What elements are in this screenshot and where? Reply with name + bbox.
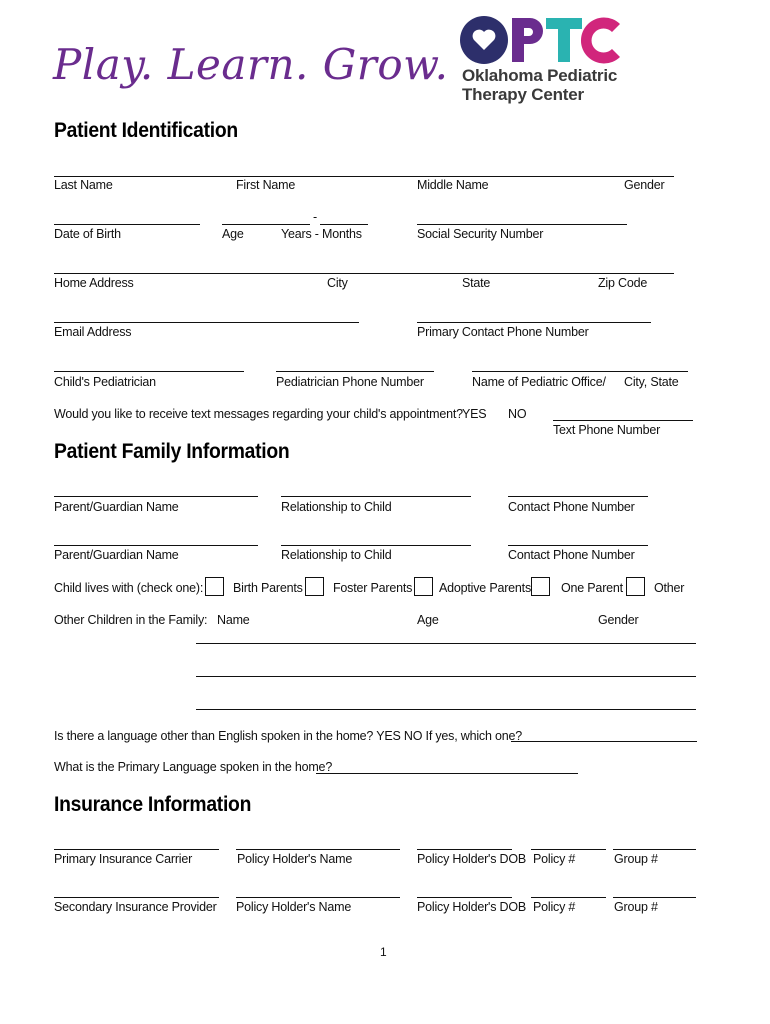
relationship-line-1[interactable]: [281, 496, 471, 497]
age-years-line[interactable]: [222, 224, 310, 225]
guardian-name-label-1: Parent/Guardian Name: [54, 500, 179, 514]
secondary-holder-name-label: Policy Holder's Name: [236, 900, 352, 914]
secondary-group-label: Group #: [614, 900, 658, 914]
home-address-label: Home Address: [54, 276, 134, 290]
relationship-label-1: Relationship to Child: [281, 500, 392, 514]
pediatrician-phone-line[interactable]: [276, 371, 434, 372]
pediatrician-line[interactable]: [54, 371, 244, 372]
birth-parents-label: Birth Parents: [233, 581, 303, 595]
secondary-holder-dob-label: Policy Holder's DOB: [417, 900, 527, 914]
primary-holder-dob-label: Policy Holder's DOB: [417, 852, 527, 866]
state-label: State: [462, 276, 491, 290]
secondary-group-line[interactable]: [613, 897, 696, 898]
relationship-line-2[interactable]: [281, 545, 471, 546]
primary-language-question: What is the Primary Language spoken in the home?: [54, 760, 333, 774]
dob-label: Date of Birth: [54, 227, 121, 241]
secondary-provider-label: Secondary Insurance Provider: [54, 900, 217, 914]
language-question: Is there a language other than English spoken in the home? YES NO If yes, which one?: [54, 729, 522, 743]
primary-policy-line[interactable]: [531, 849, 606, 850]
other-child-line-2[interactable]: [196, 676, 696, 677]
contact-phone-line-1[interactable]: [508, 496, 648, 497]
secondary-policy-line[interactable]: [531, 897, 606, 898]
child-name-label: Name: [217, 613, 250, 627]
guardian-name-line-1[interactable]: [54, 496, 258, 497]
one-parent-label: One Parent: [561, 581, 623, 595]
email-line[interactable]: [54, 322, 359, 323]
first-name-label: First Name: [236, 178, 296, 192]
primary-policy-label: Policy #: [533, 852, 576, 866]
primary-carrier-line[interactable]: [54, 849, 219, 850]
zip-label: Zip Code: [598, 276, 648, 290]
contact-phone-label-2: Contact Phone Number: [508, 548, 635, 562]
other-checkbox[interactable]: [626, 577, 645, 596]
insurance-information-heading: Insurance Information: [54, 793, 252, 816]
one-parent-checkbox[interactable]: [531, 577, 550, 596]
logo-letters-graphic: [460, 14, 630, 68]
adoptive-parents-label: Adoptive Parents: [439, 581, 531, 595]
primary-group-label: Group #: [614, 852, 658, 866]
primary-group-line[interactable]: [613, 849, 696, 850]
name-line[interactable]: [54, 176, 674, 177]
child-age-label: Age: [417, 613, 439, 627]
primary-holder-name-line[interactable]: [236, 849, 400, 850]
birth-parents-checkbox[interactable]: [205, 577, 224, 596]
years-months-label: Years - Months: [281, 227, 362, 241]
secondary-holder-name-line[interactable]: [236, 897, 400, 898]
pediatric-office-line[interactable]: [472, 371, 688, 372]
text-phone-label: Text Phone Number: [553, 423, 661, 437]
gender-label: Gender: [624, 178, 665, 192]
guardian-name-label-2: Parent/Guardian Name: [54, 548, 179, 562]
ssn-label: Social Security Number: [417, 227, 544, 241]
patient-identification-heading: Patient Identification: [54, 119, 238, 142]
secondary-holder-dob-line[interactable]: [417, 897, 512, 898]
text-no-option[interactable]: NO: [508, 407, 527, 421]
logo-line-2: Therapy Center: [462, 85, 584, 104]
text-yes-option[interactable]: YES: [462, 407, 487, 421]
foster-parents-checkbox[interactable]: [305, 577, 324, 596]
page-number: 1: [380, 945, 387, 959]
primary-holder-name-label: Policy Holder's Name: [237, 852, 353, 866]
child-gender-label: Gender: [598, 613, 639, 627]
other-children-label: Other Children in the Family:: [54, 613, 208, 627]
lives-with-label: Child lives with (check one):: [54, 581, 204, 595]
age-label: Age: [222, 227, 244, 241]
other-child-line-1[interactable]: [196, 643, 696, 644]
other-child-line-3[interactable]: [196, 709, 696, 710]
address-line[interactable]: [54, 273, 674, 274]
contact-phone-line-2[interactable]: [508, 545, 648, 546]
primary-carrier-label: Primary Insurance Carrier: [54, 852, 193, 866]
age-months-line[interactable]: [320, 224, 368, 225]
text-phone-line[interactable]: [553, 420, 693, 421]
ssn-line[interactable]: [417, 224, 627, 225]
tagline: Play. Learn. Grow.: [53, 40, 449, 89]
secondary-provider-line[interactable]: [54, 897, 219, 898]
city-label: City: [327, 276, 348, 290]
dob-line[interactable]: [54, 224, 200, 225]
primary-phone-line[interactable]: [417, 322, 651, 323]
pediatrician-phone-label: Pediatrician Phone Number: [276, 375, 424, 389]
primary-phone-label: Primary Contact Phone Number: [417, 325, 589, 339]
primary-holder-dob-line[interactable]: [417, 849, 512, 850]
middle-name-label: Middle Name: [417, 178, 489, 192]
age-dash: -: [313, 210, 317, 224]
logo-line-1: Oklahoma Pediatric: [462, 66, 618, 85]
contact-phone-label-1: Contact Phone Number: [508, 500, 635, 514]
optc-logo: [460, 14, 630, 106]
pediatric-office-label: Name of Pediatric Office/: [472, 375, 606, 389]
pediatrician-label: Child's Pediatrician: [54, 375, 156, 389]
primary-language-line[interactable]: [316, 773, 578, 774]
guardian-name-line-2[interactable]: [54, 545, 258, 546]
family-information-heading: Patient Family Information: [54, 440, 290, 463]
text-messages-question: Would you like to receive text messages regarding your child's appointment?: [54, 407, 463, 421]
email-label: Email Address: [54, 325, 132, 339]
adoptive-parents-checkbox[interactable]: [414, 577, 433, 596]
relationship-label-2: Relationship to Child: [281, 548, 392, 562]
other-language-line[interactable]: [511, 741, 697, 742]
foster-parents-label: Foster Parents: [333, 581, 413, 595]
secondary-policy-label: Policy #: [533, 900, 576, 914]
other-label: Other: [654, 581, 685, 595]
city-state-label: City, State: [624, 375, 679, 389]
last-name-label: Last Name: [54, 178, 113, 192]
